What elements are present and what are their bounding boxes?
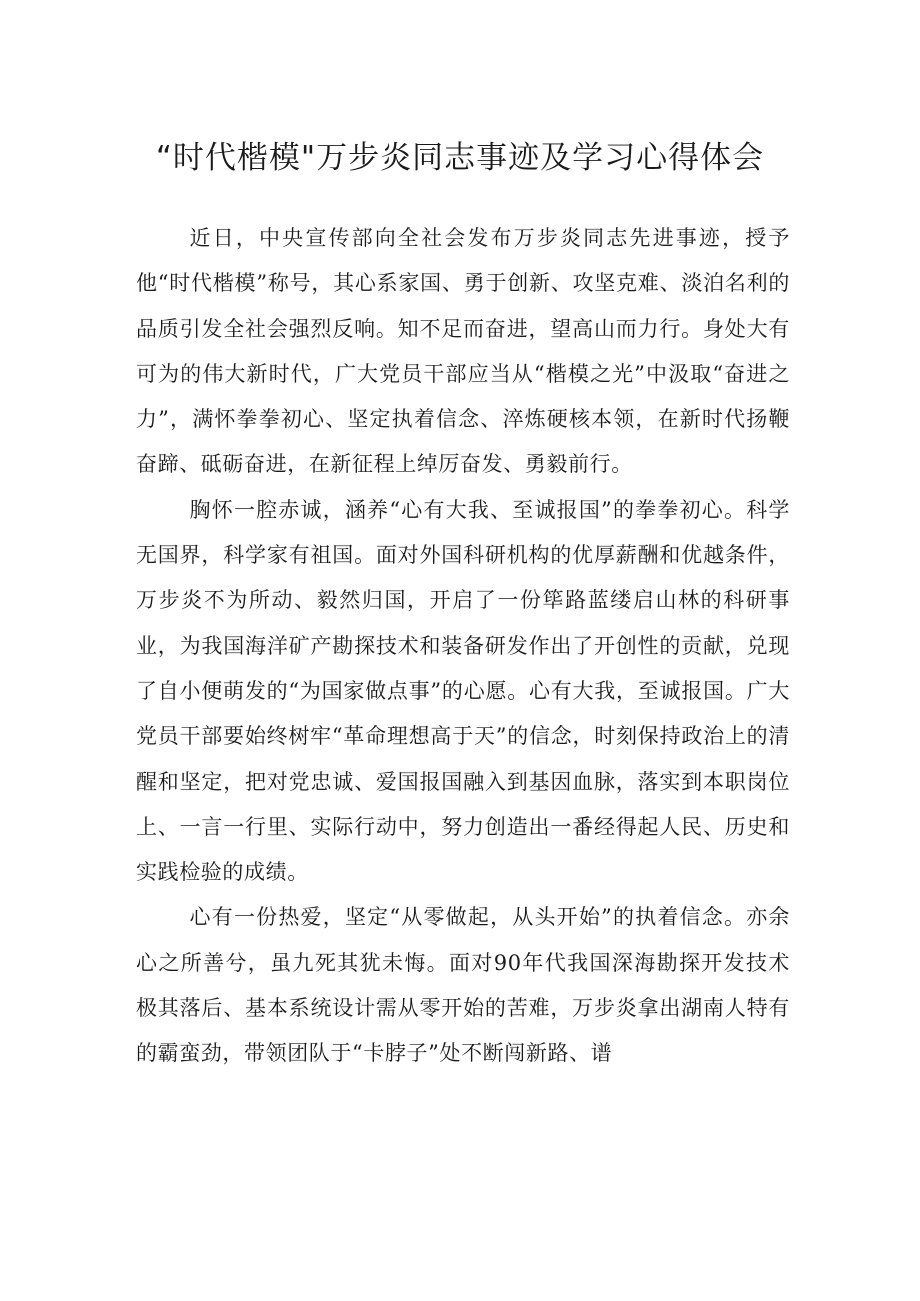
- paragraph-2: 胸怀一腔赤诚，涵养“心有大我、至诚报国”的拳拳初心。科学无国界，科学家有祖国。面对外国科研机构的优厚薪酬和优越条件，万步炎不为所动、毅然归国，开启了一份筚路蓝缕启山林的科研事业，为我国海洋矿产勘探技术和装备研发作出了开创性的贡献，兑现了自小便萌发的“为国家做点事”的心愿。心有大我，至诚报国。广大党员干部要始终树牢“革命理想高于天”的信念，时刻保持政治上的清醒和坚定，把对党忠诚、爱国报国融入到基因血脉，落实到本职岗位上、一言一行里、实际行动中，努力创造出一番经得起人民、历史和实践检验的成绩。: [136, 497, 790, 885]
- paragraph-1: 近日，中央宣传部向全社会发布万步炎同志先进事迹，授予他“时代楷模”称号，其心系家国、勇于创新、攻坚克难、淡泊名利的品质引发全社会强烈反响。知不足而奋进，望高山而力行。身处大有可为的伟大新时代，广大党员干部应当从“楷模之光”中汲取“奋进之力”，满怀拳拳初心、坚定执着信念、淬炼硬核本领，在新时代扬鞭奋蹄、砥砺奋进，在新征程上绰厉奋发、勇毅前行。: [136, 226, 790, 477]
- document-title: “时代楷模"万步炎同志事迹及学习心得体会: [155, 140, 765, 176]
- document-body: [136, 216, 790, 1077]
- paragraph-3: 心有一份热爱，坚定“从零做起，从头开始”的执着信念。亦余心之所善兮，虽九死其犹未悔。面对90年代我国深海勘探开发技术极其落后、基本系统设计需从零开始的苦难，万步炎拿出湖南人特有的霸蛮劲，带领团队于“卡脖子”处不断闯新路、谱: [136, 905, 790, 1066]
